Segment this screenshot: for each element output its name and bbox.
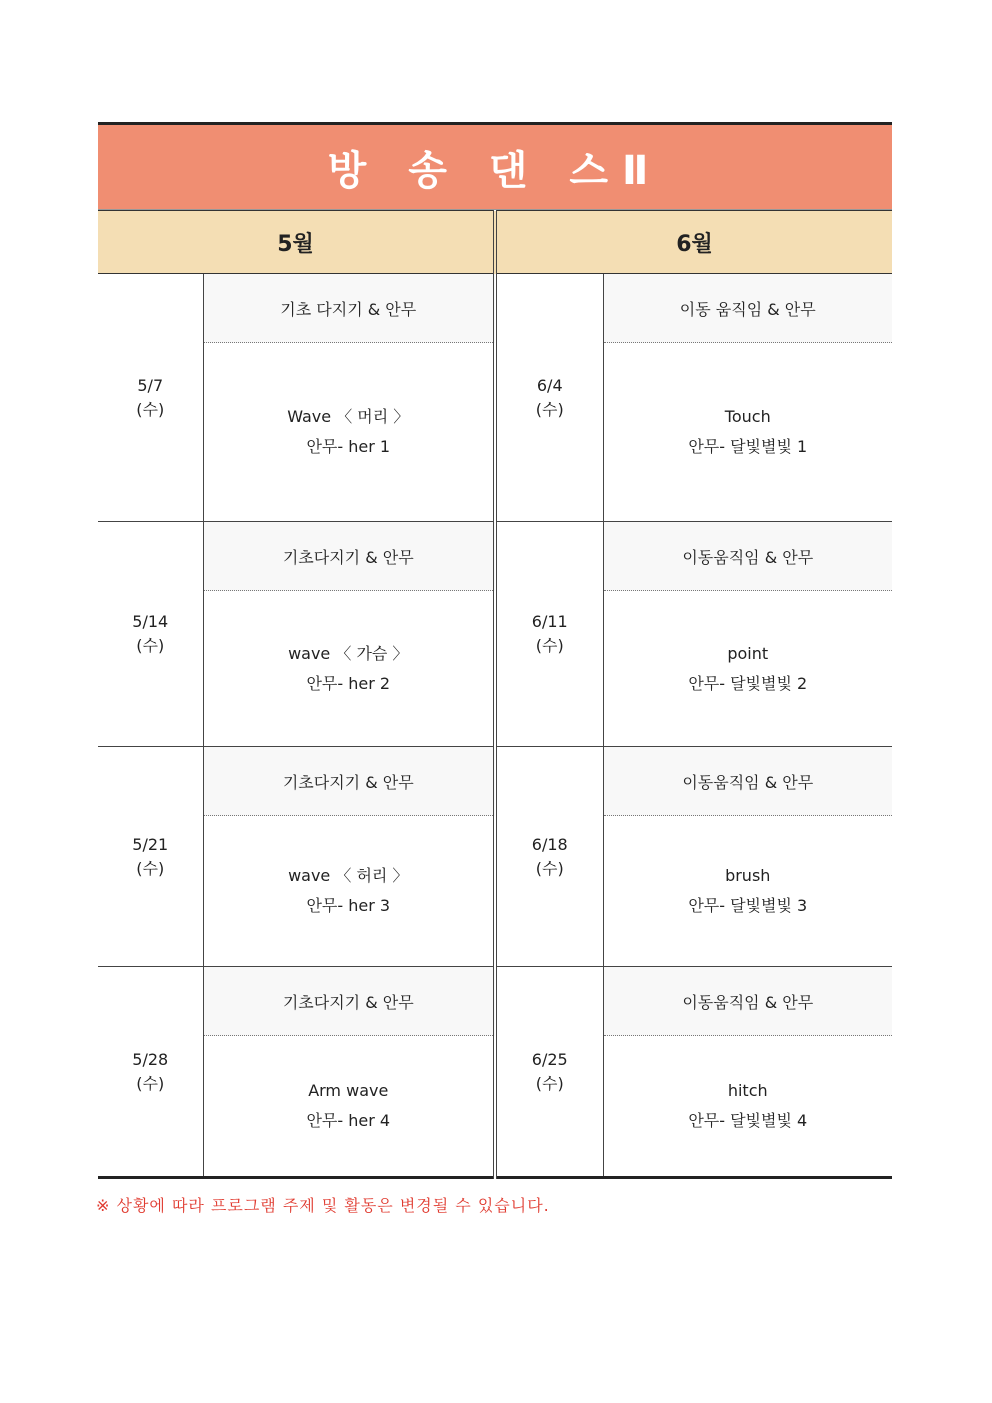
choreo-text: 안무- 달빛별빛 1	[688, 437, 808, 456]
activity-text: wave 〈 허리 〉	[288, 866, 409, 885]
choreo-text: 안무- her 4	[306, 1111, 391, 1130]
schedule-sheet	[98, 122, 892, 1179]
weekday-text: (수)	[136, 858, 165, 878]
date-text: 6/18	[531, 834, 568, 854]
weekday-text: (수)	[535, 858, 564, 878]
topic-cell: 기초다지기 & 안무	[203, 522, 495, 591]
topic-cell: 이동 움직임 & 안무	[603, 274, 892, 343]
date-cell	[98, 274, 203, 522]
date-text: 6/4	[536, 375, 563, 395]
month-label-june: 6월	[495, 211, 892, 274]
topic-cell: 이동움직임 & 안무	[603, 967, 892, 1036]
date-cell	[98, 522, 203, 747]
month-header-row	[98, 211, 892, 274]
date-cell	[495, 522, 603, 747]
date-cell	[98, 747, 203, 967]
date-text: 5/7	[137, 375, 164, 395]
date-cell	[495, 274, 603, 522]
activity-text: wave 〈 가슴 〉	[288, 643, 409, 663]
content-cell	[603, 343, 892, 522]
activity-text: Touch	[724, 407, 771, 426]
weekday-text: (수)	[136, 636, 165, 655]
topic-cell: 기초다지기 & 안무	[203, 747, 495, 816]
weekday-text: (수)	[535, 399, 564, 419]
date-text: 5/14	[132, 612, 169, 631]
topic-cell: 이동움직임 & 안무	[603, 747, 892, 816]
weekday-text: (수)	[535, 636, 564, 655]
content-cell	[203, 591, 495, 747]
choreo-text: 안무- 달빛별빛 3	[688, 896, 808, 915]
date-cell	[98, 967, 203, 1178]
content-cell	[203, 816, 495, 967]
date-text: 5/21	[132, 834, 169, 854]
schedule-table	[98, 210, 892, 1179]
weekday-text: (수)	[535, 1073, 564, 1093]
weekday-text: (수)	[136, 399, 165, 419]
content-cell	[203, 1036, 495, 1178]
activity-text: point	[727, 643, 769, 663]
activity-text: brush	[725, 866, 771, 885]
date-text: 5/28	[132, 1049, 169, 1069]
page-title: 방 송 댄 스Ⅱ	[98, 122, 892, 210]
content-cell	[603, 591, 892, 747]
content-cell	[203, 343, 495, 522]
date-cell	[495, 747, 603, 967]
date-text: 6/11	[531, 612, 568, 631]
activity-text: Wave 〈 머리 〉	[287, 407, 410, 426]
activity-text: Arm wave	[308, 1081, 389, 1100]
schedule-row	[98, 967, 892, 1036]
choreo-text: 안무- 달빛별빛 4	[688, 1111, 808, 1130]
choreo-text: 안무- 달빛별빛 2	[688, 673, 808, 693]
choreo-text: 안무- her 2	[306, 673, 391, 693]
date-text: 6/25	[531, 1049, 568, 1069]
topic-cell: 기초 다지기 & 안무	[203, 274, 495, 343]
month-label-may: 5월	[98, 211, 495, 274]
topic-cell: 이동움직임 & 안무	[603, 522, 892, 591]
weekday-text: (수)	[136, 1073, 165, 1093]
date-cell	[495, 967, 603, 1178]
footnote: ※ 상황에 따라 프로그램 주제 및 활동은 변경될 수 있습니다.	[96, 1196, 550, 1215]
activity-text: hitch	[727, 1081, 768, 1100]
schedule-row	[98, 274, 892, 343]
schedule-row	[98, 747, 892, 816]
content-cell	[603, 1036, 892, 1178]
choreo-text: 안무- her 3	[306, 896, 391, 915]
schedule-row	[98, 522, 892, 591]
topic-cell: 기초다지기 & 안무	[203, 967, 495, 1036]
content-cell	[603, 816, 892, 967]
choreo-text: 안무- her 1	[306, 437, 391, 456]
